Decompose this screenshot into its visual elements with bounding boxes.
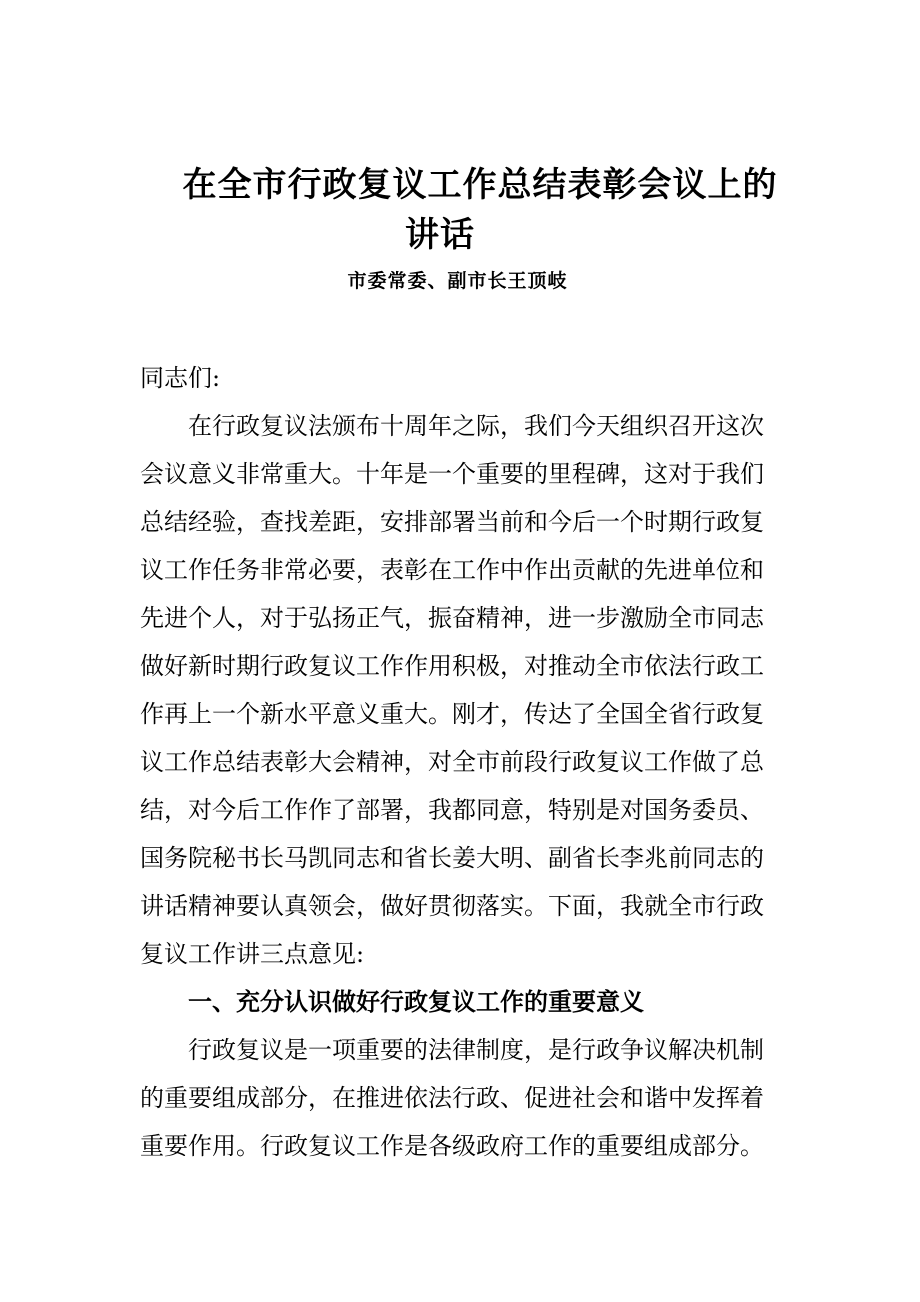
paragraph-line: 作再上一个新水平意义重大。刚才，传达了全国全省行政复 bbox=[140, 700, 764, 728]
paragraph-line: 结，对今后工作作了部署，我都同意，特别是对国务委员、 bbox=[140, 796, 764, 824]
document-title-line-1: 在全市行政复议工作总结表彰会议上的 bbox=[182, 165, 778, 205]
paragraph-line: 做好新时期行政复议工作作用积极，对推动全市依法行政工 bbox=[140, 652, 764, 680]
paragraph-line: 复议工作讲三点意见: bbox=[140, 940, 365, 968]
paragraph-line: 议工作总结表彰大会精神，对全市前段行政复议工作做了总 bbox=[140, 748, 764, 776]
paragraph-line: 国务院秘书长马凯同志和省长姜大明、副省长李兆前同志的 bbox=[140, 844, 764, 872]
paragraph-line: 重要作用。行政复议工作是各级政府工作的重要组成部分。 bbox=[140, 1132, 764, 1160]
document-title-line-2: 讲话 bbox=[405, 215, 475, 255]
greeting: 同志们: bbox=[140, 364, 221, 392]
paragraph-1 bbox=[140, 402, 780, 978]
paragraph-line: 会议意义非常重大。十年是一个重要的里程碑，这对于我们 bbox=[140, 460, 764, 488]
paragraph-line: 先进个人，对于弘扬正气，振奋精神，进一步激励全市同志 bbox=[140, 604, 764, 632]
paragraph-line: 行政复议是一项重要的法律制度，是行政争议解决机制 bbox=[140, 1036, 764, 1064]
paragraph-2 bbox=[140, 1026, 780, 1170]
paragraph-line: 议工作任务非常必要，表彰在工作中作出贡献的先进单位和 bbox=[140, 556, 764, 584]
speaker-byline: 市委常委、副市长王顶岐 bbox=[347, 270, 568, 292]
section-heading-1: 一、充分认识做好行政复议工作的重要意义 bbox=[188, 988, 644, 1016]
paragraph-line: 讲话精神要认真领会，做好贯彻落实。下面，我就全市行政 bbox=[140, 892, 764, 920]
paragraph-line: 在行政复议法颁布十周年之际，我们今天组织召开这次 bbox=[140, 412, 764, 440]
paragraph-line: 总结经验，查找差距，安排部署当前和今后一个时期行政复 bbox=[140, 508, 764, 536]
paragraph-line: 的重要组成部分，在推进依法行政、促进社会和谐中发挥着 bbox=[140, 1084, 764, 1112]
